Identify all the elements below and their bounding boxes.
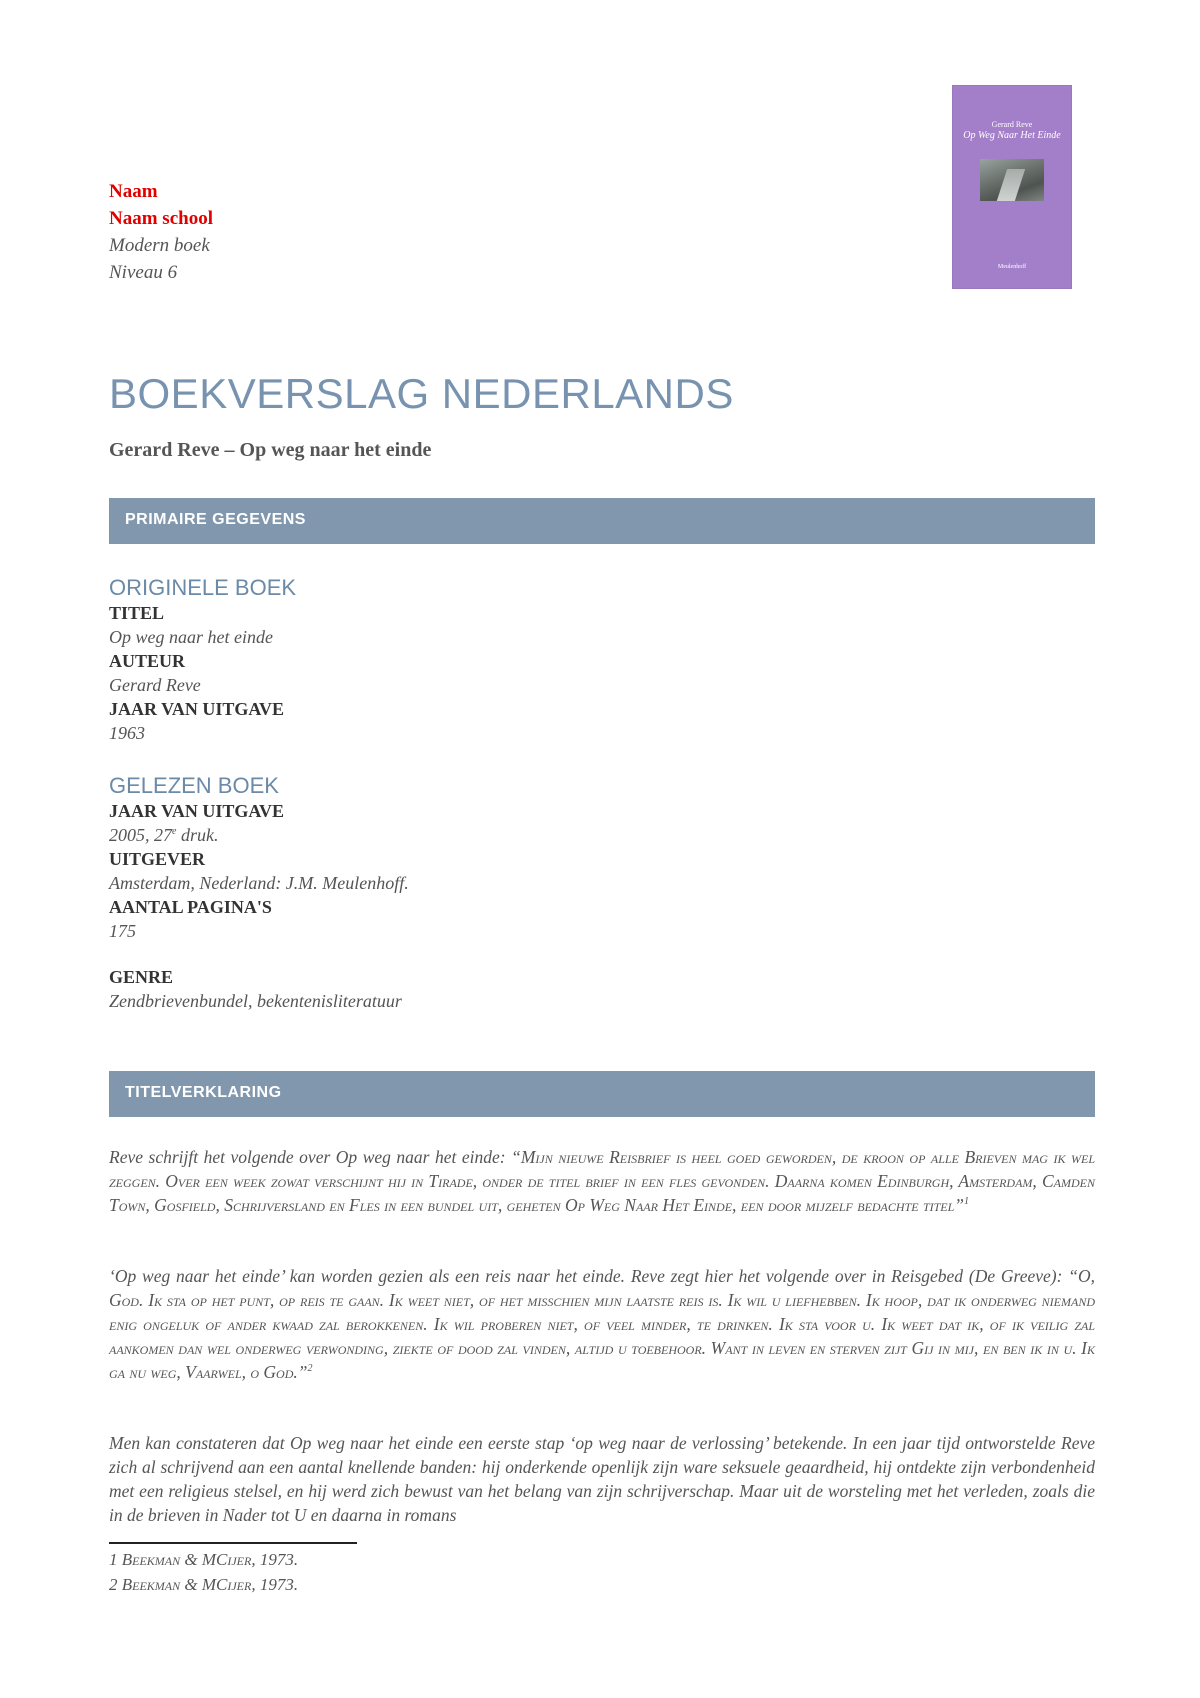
cover-photo bbox=[980, 159, 1044, 201]
original-book-heading: ORIGINELE BOEK bbox=[109, 575, 297, 600]
footnote-2-number: 2 bbox=[109, 1575, 122, 1594]
footnote-1 bbox=[109, 1550, 298, 1570]
read-year-ordinal: e bbox=[172, 826, 177, 837]
original-year-label: JAAR VAN UITGAVE bbox=[109, 699, 285, 719]
paragraph-2 bbox=[109, 1264, 1095, 1384]
section-band-titelverklaring bbox=[109, 1071, 1095, 1117]
section-band-primary bbox=[109, 498, 1095, 544]
footnote-divider bbox=[109, 1542, 357, 1544]
author-label: AUTEUR bbox=[109, 651, 186, 671]
pages-label: AANTAL PAGINA'S bbox=[109, 897, 272, 917]
p1-quote: Mijn nieuwe Reisbrief is heel goed geworden, de kroon op alle Brieven mag ik wel zeggen. Over een week zowat verschijnt hij in Tirade, onder de titel brief in een fles gevonden. Daarna komen Edinburgh, Amsterdam, Camden Town, Gosfield, Schrijversland en Fles in een bundel uit, geheten Op Weg Naar Het Einde, een door mijzelf bedachte titel bbox=[109, 1147, 1095, 1215]
author-value: Gerard Reve bbox=[109, 675, 201, 695]
student-name: Naam bbox=[109, 181, 158, 202]
read-year-number: 2005, 27 bbox=[109, 825, 172, 845]
cover-author: Gerard Reve bbox=[991, 120, 1033, 129]
section-band-label: PRIMAIRE GEGEVENS bbox=[125, 511, 306, 528]
cover-publisher: Meulenhoff bbox=[997, 264, 1027, 270]
reading-level: Niveau 6 bbox=[109, 262, 178, 283]
paragraph-3: Men kan constateren dat Op weg naar het einde een eerste stap ‘op weg naar de verlossing’ betekende. In een jaar tijd ontworstelde Reve zich al schrijvend aan een aantal knellende banden: hij onderkende openlijk zijn ware seksuele geaardheid, hij ontdekte zijn verbondenheid met een religieus stelsel, en hij werd zich bewust van het belang van zijn schrijverschap. Maar uit de worsteling met het verleden, zoals die in de brieven in Nader tot U en daarna in romans bbox=[109, 1433, 1095, 1525]
genre-label: GENRE bbox=[109, 967, 174, 987]
read-year-suffix: druk. bbox=[176, 825, 219, 845]
pages-value: 175 bbox=[109, 921, 136, 941]
title-value: Op weg naar het einde bbox=[109, 627, 273, 647]
p2-intro: ‘Op weg naar het einde’ kan worden gezien als een reis naar het einde. Reve zegt hier het volgende over in Reisgebed (De Greeve): “ bbox=[109, 1266, 1078, 1286]
footnote-1-text: Beekman & MCijer, 1973. bbox=[121, 1550, 299, 1569]
document-title: BOEKVERSLAG NEDERLANDS bbox=[109, 370, 734, 417]
original-year-value: 1963 bbox=[109, 723, 145, 743]
p1-close: ” bbox=[954, 1195, 965, 1215]
footnote-ref-1[interactable]: 1 bbox=[964, 1196, 970, 1208]
p2-close: ” bbox=[297, 1362, 308, 1382]
cover-title: Op Weg Naar Het Einde bbox=[963, 130, 1061, 141]
read-book-heading: GELEZEN BOEK bbox=[109, 773, 279, 798]
publisher-label: UITGEVER bbox=[109, 849, 206, 869]
publisher-value: Amsterdam, Nederland: J.M. Meulenhoff. bbox=[109, 873, 409, 893]
road-graphic bbox=[997, 169, 1025, 201]
genre-value: Zendbrievenbundel, bekentenisliteratuur bbox=[109, 991, 402, 1011]
school-name: Naam school bbox=[109, 208, 213, 229]
read-year-value bbox=[109, 825, 218, 846]
book-category: Modern boek bbox=[109, 235, 210, 256]
section-band-label: TITELVERKLARING bbox=[125, 1084, 282, 1101]
paragraph-1 bbox=[109, 1145, 1095, 1217]
student-info bbox=[109, 178, 213, 286]
footnote-ref-2[interactable]: 2 bbox=[307, 1363, 313, 1375]
footnote-1-number: 1 bbox=[109, 1550, 122, 1569]
footnote-2-text: Beekman & MCijer, 1973. bbox=[121, 1575, 299, 1594]
read-year-label: JAAR VAN UITGAVE bbox=[109, 801, 285, 821]
p1-intro: Reve schrijft het volgende over Op weg naar het einde: “ bbox=[109, 1147, 521, 1167]
book-cover-image bbox=[953, 86, 1071, 288]
footnote-2 bbox=[109, 1575, 298, 1595]
document-subtitle: Gerard Reve – Op weg naar het einde bbox=[109, 439, 432, 461]
title-label: TITEL bbox=[109, 603, 165, 623]
p2-quote: O, God. Ik sta op het punt, op reis te gaan. Ik weet niet, of het misschien mijn laatste reis is. Ik wil u liefhebben. Ik hoop, dat ik onderweg niemand enig ongeluk of ander kwaad zal berokkenen. Ik wil proberen niet, of veel minder, te drinken. Ik sta voor u. Ik weet dat ik, of ik veilig zal aankomen dan wel onderweg verwonding, ziekte of dood zal vinden, altijd u toebehoor. Want in leven en sterven zijt Gij in mij, en ben ik in u. Ik ga nu weg, Vaarwel, o God. bbox=[109, 1266, 1095, 1382]
